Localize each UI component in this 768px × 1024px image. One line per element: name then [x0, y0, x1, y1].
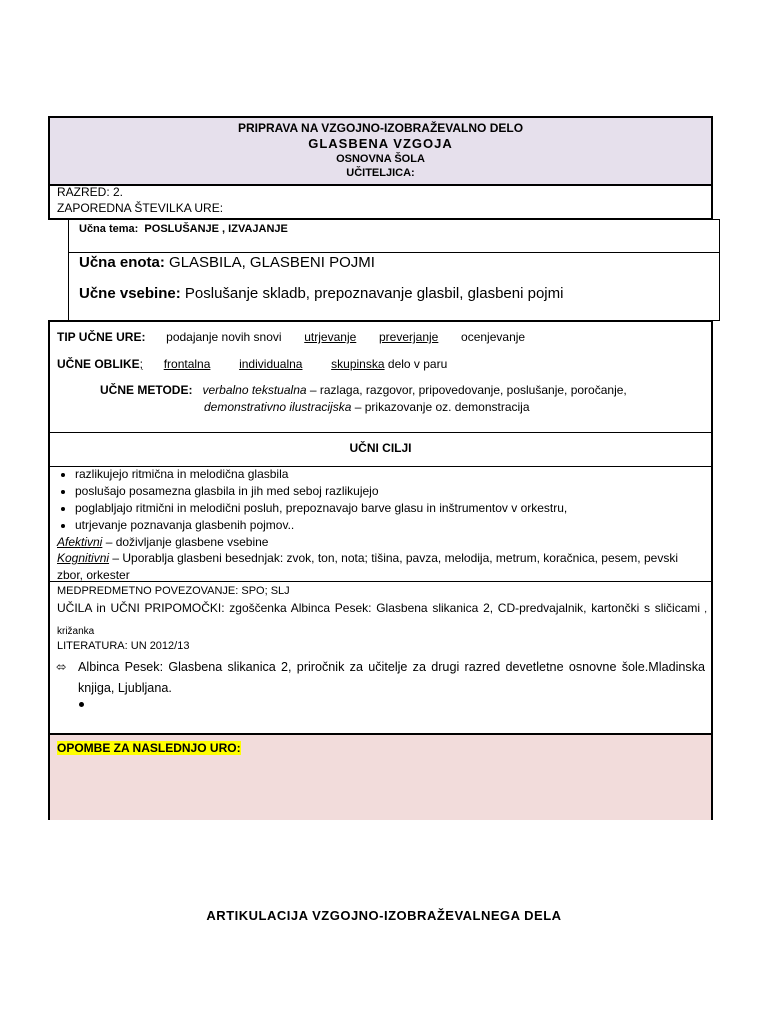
lesson-content-row [69, 285, 719, 302]
method-verbal: verbalno tekstualna [202, 383, 307, 397]
lesson-type-option: utrjevanje [304, 330, 357, 344]
lesson-forms-row: UČNE OBLIKE; frontalna individualna skupinska delo v paru [57, 357, 448, 371]
lesson-unit-row [69, 253, 719, 285]
method-demo: demonstrativno ilustracijska [204, 400, 352, 414]
topic-value: POSLUŠANJE , IZVAJANJE [144, 223, 288, 235]
lesson-methods-label: UČNE METODE: [100, 383, 193, 397]
affective-goal [57, 534, 707, 551]
document-header [48, 116, 713, 186]
class-grade: RAZRED: 2. [57, 185, 124, 199]
content-value: Poslušanje skladb, prepoznavanje glasbil, glasbeni pojmi [184, 285, 564, 302]
header-subject: GLASBENA VZGOJA [308, 136, 453, 151]
reference-text: Albinca Pesek: Glasbena slikanica 2, priročnik za učitelje za drugi razred devetletne osnovne šole.Mladinska knjiga, Ljubljana. [78, 660, 705, 695]
goals-title: UČNI CILJI [349, 441, 412, 455]
cognitive-label: Kognitivni [57, 551, 110, 565]
notes-section [50, 733, 711, 820]
reference-item [56, 657, 705, 699]
lesson-number: ZAPOREDNA ŠTEVILKA URE: [57, 201, 224, 215]
cognitive-text: – Uporablja glasbeni besednjak: zvok, ton, nota; tišina, pavza, melodija, metrum, koračnica, pesem, pevski zbor, orkester [57, 551, 678, 582]
section-heading: ARTIKULACIJA VZGOJNO-IZOBRAŽEVALNEGA DELA [206, 908, 562, 923]
lesson-form-option: skupinska [331, 357, 385, 371]
lesson-details-box [48, 320, 713, 820]
lesson-form-option: frontalna [163, 357, 211, 371]
class-info [48, 184, 713, 220]
lesson-form-option: individualna [239, 357, 303, 371]
lesson-type-row [57, 330, 525, 344]
header-teacher: UČITELJICA: [346, 167, 415, 179]
teaching-aids [57, 598, 707, 642]
header-school: OSNOVNA ŠOLA [336, 153, 425, 165]
goals-list [55, 466, 715, 534]
list-item: • poglabljajo ritmični in melodični posluh, prepoznavajo barve glasu in inštrumentov v orkestru, [75, 500, 715, 517]
method-demo-desc: – prikazovanje oz. demonstracija [351, 400, 530, 414]
lesson-topic-box [68, 219, 720, 321]
literature: LITERATURA: UN 2012/13 [57, 640, 190, 652]
affective-text: – doživljanje glasbene vsebine [102, 535, 269, 549]
lesson-type-option: preverjanje [378, 330, 439, 344]
lesson-forms-label: UČNE OBLIKE [57, 357, 140, 371]
unit-label: Učna enota: [79, 254, 165, 271]
unit-value: GLASBILA, GLASBENI POJMI [169, 254, 375, 271]
method-verbal-desc: – razlaga, razgovor, pripovedovanje, poslušanje, poročanje, [306, 383, 627, 397]
double-arrow-icon: ⬄ [56, 660, 67, 674]
topic-label: Učna tema: [79, 223, 139, 235]
header-title: PRIPRAVA NA VZGOJNO-IZOBRAŽEVALNO DELO [237, 121, 524, 135]
list-item: • utrjevanje poznavanja glasbenih pojmov.. [75, 517, 715, 534]
empty-bullet [79, 702, 84, 707]
cognitive-goal [57, 550, 707, 584]
divider [50, 581, 711, 582]
teaching-aids-text: UČILA in UČNI PRIPOMOČKI: zgoščenka Albinca Pesek: Glasbena slikanica 2, CD-predvajalnik, kartončki s sličicami [57, 601, 701, 615]
lesson-topic-row [69, 220, 719, 253]
lesson-form-option: delo v paru [387, 357, 448, 371]
teaching-aids-extra: , križanka [57, 604, 707, 637]
cross-curricular: MEDPREDMETNO POVEZOVANJE: SPO; SLJ [57, 585, 290, 597]
lesson-type-option: ocenjevanje [461, 330, 526, 344]
divider [50, 432, 711, 433]
lesson-type-option: podajanje novih snovi [166, 330, 282, 344]
affective-label: Afektivni [57, 535, 103, 549]
content-label: Učne vsebine: [79, 285, 181, 302]
list-item: • poslušajo posamezna glasbila in jih med seboj razlikujejo [75, 483, 715, 500]
lesson-type-label: TIP UČNE URE: [57, 330, 146, 344]
lesson-methods [100, 382, 627, 416]
notes-label: OPOMBE ZA NASLEDNJO URO: [57, 741, 241, 755]
list-item: • razlikujejo ritmična in melodična glasbila [75, 466, 715, 483]
